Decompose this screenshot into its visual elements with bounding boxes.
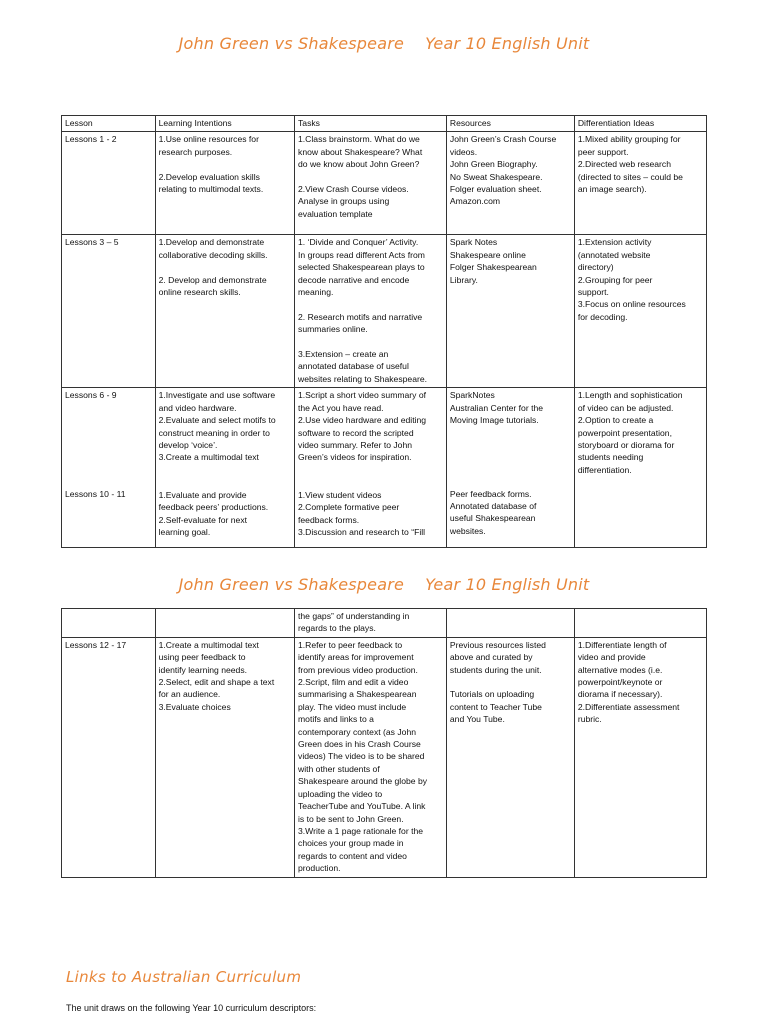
cell-resources: Previous resources listed above and curated by students during the unit. Tutorials on uploading content to Teacher Tube and You Tube. [446, 637, 574, 877]
cell-learning: 1.Create a multimodal text using peer feedback to identify learning needs. 2.Select, edit and shape a text for an audience. 3.Evaluate choices [155, 637, 294, 877]
header-learning-intentions: Learning Intentions [155, 116, 294, 132]
links-heading: Links to Australian Curriculum [66, 968, 302, 986]
cell-lesson: Lessons 3 – 5 [62, 235, 156, 388]
cell-tasks: 1.Class brainstorm. What do we know about Shakespeare? What do we know about John Green? 2.View Crash Course videos. Analyse in groups using evaluation template [295, 132, 447, 235]
table-row [62, 235, 707, 388]
lesson-label: Lessons 6 - 9 [65, 390, 117, 401]
learning-text: 1.Investigate and use software and video hardware. 2.Evaluate and select motifs to construct meaning in order to develop ‘voice’. 3.Create a multimodal text [158, 390, 276, 463]
unit-plan-table [61, 115, 707, 548]
table-row [62, 609, 707, 638]
header-tasks: Tasks [295, 116, 447, 132]
cell-resources: Spark Notes Shakespeare online Folger Shakespearean Library. [446, 235, 574, 388]
tasks-text: 1.Script a short video summary of the Act you have read. 2.Use video hardware and editing software to record the scripted video summary. Refer to John Green’s videos for inspiration. [298, 390, 427, 463]
learning-text: 1.Evaluate and provide feedback peers’ productions. 2.Self-evaluate for next learning goal. [158, 489, 269, 537]
cell-lesson [62, 388, 156, 548]
lesson-label: Lessons 10 - 11 [65, 488, 126, 499]
cell-tasks [295, 388, 447, 548]
cell-differentiation: 1.Length and sophistication of video can be adjusted. 2.Option to create a powerpoint presentation, storyboard or diorama for students needing differentiation. [574, 388, 706, 548]
cell-lesson: Lessons 1 - 2 [62, 132, 156, 235]
unit-plan-table-continued [61, 608, 707, 878]
header-differentiation: Differentiation Ideas [574, 116, 706, 132]
header-lesson: Lesson [62, 116, 156, 132]
cell-resources: John Green’s Crash Course videos. John Green Biography. No Sweat Shakespeare. Folger evaluation sheet. Amazon.com [446, 132, 574, 235]
cell-learning [155, 609, 294, 638]
cell-lesson [62, 609, 156, 638]
cell-learning: 1.Develop and demonstrate collaborative decoding skills. 2. Develop and demonstrate online research skills. [155, 235, 294, 388]
header-resources: Resources [446, 116, 574, 132]
tasks-text: 1.View student videos 2.Complete formative peer feedback forms. 3.Discussion and research to “Fill [298, 489, 426, 537]
page-title: John Green vs Shakespeare Year 10 English Unit [178, 34, 590, 53]
table-row [62, 388, 707, 548]
cell-learning [155, 388, 294, 548]
page-title: John Green vs Shakespeare Year 10 English Unit [178, 575, 590, 594]
table-row [62, 132, 707, 235]
cell-differentiation: 1.Extension activity (annotated website directory) 2.Grouping for peer support. 3.Focus on online resources for decoding. [574, 235, 706, 388]
table-header-row [62, 116, 707, 132]
cell-differentiation: 1.Mixed ability grouping for peer support. 2.Directed web research (directed to sites – could be an image search). [574, 132, 706, 235]
curriculum-intro-text: The unit draws on the following Year 10 curriculum descriptors: [66, 1003, 317, 1013]
cell-tasks: 1.Refer to peer feedback to identify areas for improvement from previous video production. 2.Script, film and edit a video summarising a Shakespearean play. The video must include motifs and links to a contemporary context (as John Green does in his Crash Course videos) The video is to be shared with other students of Shakespeare around the globe by uploading the video to TeacherTube and YouTube. A link is to be sent to John Green. 3.Write a 1 page rationale for the choices your group made in regards to content and video production. [295, 637, 447, 877]
cell-tasks: the gaps” of understanding in regards to the plays. [295, 609, 447, 638]
cell-differentiation [574, 609, 706, 638]
cell-learning: 1.Use online resources for research purposes. 2.Develop evaluation skills relating to multimodal texts. [155, 132, 294, 235]
cell-resources [446, 609, 574, 638]
cell-differentiation: 1.Differentiate length of video and provide alternative modes (i.e. powerpoint/keynote or diorama if necessary). 2.Differentiate assessment rubric. [574, 637, 706, 877]
resources-text: SparkNotes Australian Center for the Moving Image tutorials. [449, 390, 544, 426]
cell-resources [446, 388, 574, 548]
cell-tasks: 1. ‘Divide and Conquer’ Activity. In groups read different Acts from selected Shakespearean plays to decode narrative and encode meaning. 2. Research motifs and narrative summaries online. 3.Extension – create an annotated database of useful websites relating to Shakespeare. [295, 235, 447, 388]
table-row [62, 637, 707, 877]
resources-text: Peer feedback forms. Annotated database of useful Shakespearean websites. [449, 488, 537, 536]
cell-lesson: Lessons 12 - 17 [62, 637, 156, 877]
